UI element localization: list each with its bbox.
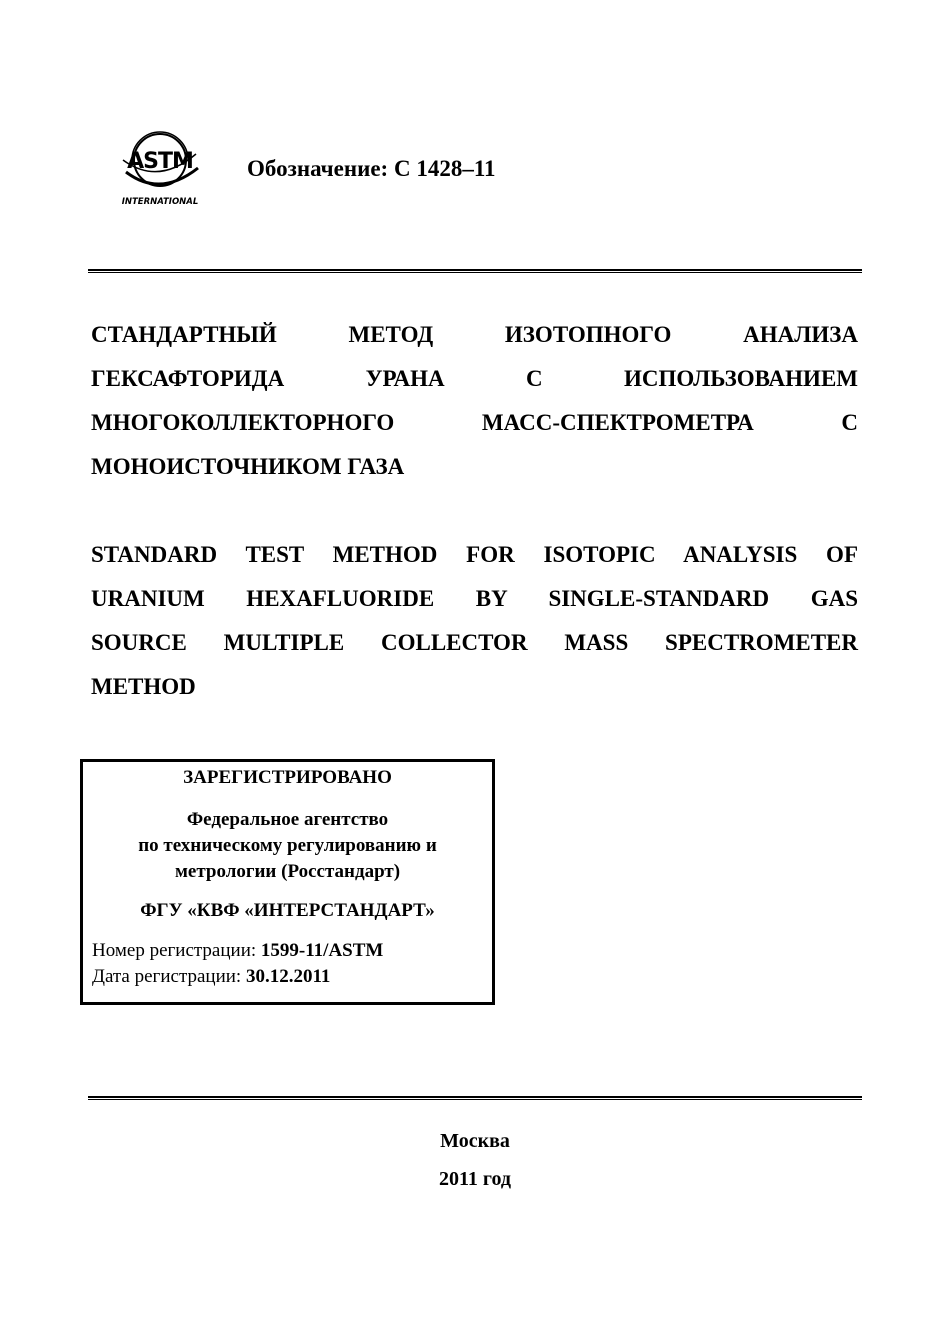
registration-organization: ФГУ «КВФ «ИНТЕРСТАНДАРТ» — [140, 900, 435, 921]
title-ru-line: СТАНДАРТНЫЙ МЕТОД ИЗОТОПНОГО АНАЛИЗА — [91, 322, 858, 347]
agency-line: Федеральное агентство — [186, 809, 389, 830]
footer-rule — [88, 1096, 862, 1100]
registration-date-value: 30.12.2011 — [245, 966, 331, 987]
title-ru-line: ГЕКСАФТОРИДА УРАНА С ИСПОЛЬЗОВАНИЕМ — [91, 366, 858, 391]
title-en-line: URANIUM HEXAFLUORIDE BY SINGLE-STANDARD GAS — [91, 586, 858, 611]
title-english — [91, 533, 858, 709]
registration-number-value: 1599-11/ASTM — [260, 940, 384, 961]
title-en-line: METHOD — [91, 674, 196, 699]
document-designation: Обозначение: C 1428–11 — [247, 156, 496, 181]
registration-fields — [92, 938, 383, 990]
title-russian — [91, 313, 858, 489]
publication-year: 2011 год — [438, 1168, 512, 1190]
agency-line: по техническому регулированию и — [138, 835, 437, 856]
publication-city: Москва — [440, 1130, 510, 1152]
registration-date-row — [92, 964, 383, 990]
registration-number-label: Номер регистрации: — [92, 940, 261, 961]
title-ru-line: МНОГОКОЛЛЕКТОРНОГО МАСС-СПЕКТРОМЕТРА С — [91, 410, 858, 435]
astm-logo — [118, 130, 204, 208]
astm-logo-icon — [118, 130, 204, 208]
registration-stamp — [80, 759, 495, 1005]
title-en-line: SOURCE MULTIPLE COLLECTOR MASS SPECTROMETER — [91, 630, 858, 655]
registration-agency — [83, 807, 492, 885]
title-ru-line: МОНОИСТОЧНИКОМ ГАЗА — [91, 454, 405, 479]
svg-text:INTERNATIONAL: INTERNATIONAL — [121, 197, 199, 207]
registration-date-label: Дата регистрации: — [92, 966, 246, 987]
registration-number-row — [92, 938, 383, 964]
header-rule — [88, 269, 862, 273]
registration-heading: ЗАРЕГИСТРИРОВАНО — [183, 767, 392, 788]
svg-text:ASTM: ASTM — [127, 149, 193, 174]
title-en-line: STANDARD TEST METHOD FOR ISOTOPIC ANALYSIS OF — [91, 542, 858, 567]
agency-line: метрологии (Росстандарт) — [174, 861, 401, 882]
